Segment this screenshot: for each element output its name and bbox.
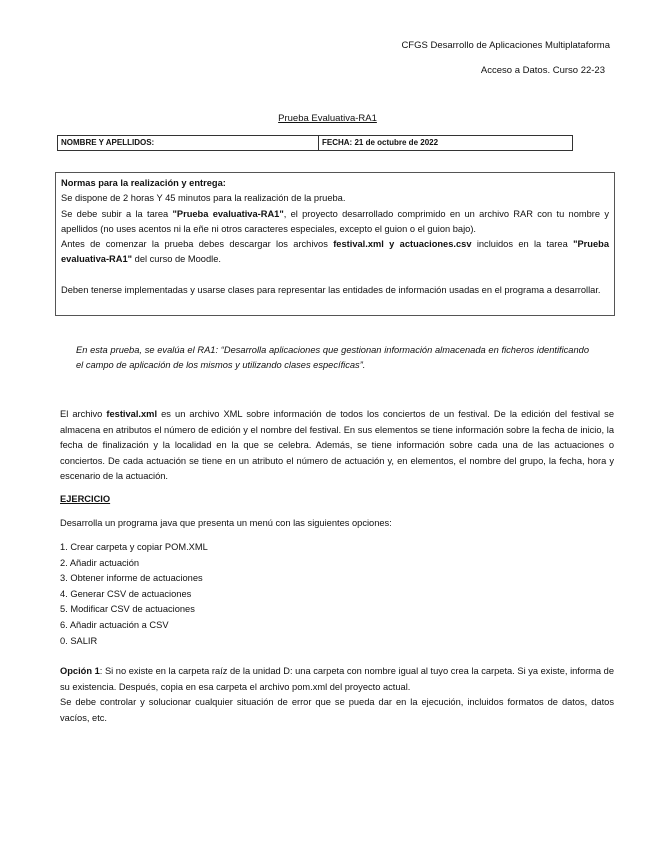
exercise-description: Desarrolla un programa java que presenta un menú con las siguientes opciones: [60,518,392,528]
option1-error-handling: Se debe controlar y solucionar cualquier situación de error que se pueda dar en la ejecución, incluidos formatos de datos, datos vacíos, etc. [60,697,614,723]
list-item: 5. Modificar CSV de actuaciones [60,604,195,615]
menu-options-list [60,540,614,649]
date-field-label: FECHA: 21 de octubre de 2022 [322,138,439,147]
rules-box [55,172,615,316]
rules-line-download: Antes de comenzar la prueba debes descargar los archivos festival.xml y actuaciones.csv incluidos en la tarea "Prueba evaluativa-RA1" del curso de Moodle. [61,239,609,265]
name-field-label: NOMBRE Y APELLIDOS: [58,136,319,150]
list-item: 0. SALIR [60,635,98,646]
rules-heading: Normas para la realización y entrega: [61,178,226,188]
exercise-heading: EJERCICIO [60,494,111,504]
list-item: 4. Generar CSV de actuaciones [60,588,192,599]
list-item: 1. Crear carpeta y copiar POM.XML [60,542,208,552]
festival-xml-filename: festival.xml [106,409,158,419]
header-subject: Acceso a Datos. Curso 22-23 [480,65,605,76]
option1-label: Opción 1 [60,666,100,676]
rules-line-upload: Se debe subir a la tarea "Prueba evaluativa-RA1", el proyecto desarrollado comprimido en un archivo RAR con tu nombre y apellidos (no uses acentos ni la eñe ni otros caracteres especiales, excepto el guion o el guion bajo). [61,208,609,234]
rules-line-classes: Deben tenerse implementadas y usarse clases para representar las entidades de información usadas en el programa a desarrollar. [61,284,601,295]
document-title: Prueba Evaluativa-RA1 [278,113,377,124]
list-item: 3. Obtener informe de actuaciones [60,573,203,584]
option1-section: Opción 1: Si no existe en la carpeta raíz de la unidad D: una carpeta con nombre igual al tuyo crea la carpeta. Si ya existe, informa de su existencia. Después, copia en esa carpeta el archivo pom.xml del proyecto actual. Se debe controlar y solucionar cualquier situación de error que se pueda dar en la ejecución, incluidos formatos de datos, datos vacíos, etc. [60,664,614,726]
ra1-statement: En esta prueba, se evalúa el RA1: “Desarrolla aplicaciones que gestionan información almacenada en ficheros identificando el campo de aplicación de los mismos y utilizando clases específicas”. [76,345,589,370]
header-course: CFGS Desarrollo de Aplicaciones Multiplataforma [401,40,610,51]
list-item: 6. Añadir actuación a CSV [60,619,169,630]
rules-line-time: Se dispone de 2 horas Y 45 minutos para la realización de la prueba. [61,193,346,204]
festival-intro: El archivo festival.xml es un archivo XML sobre información de todos los conciertos de un festival. De la edición del festival se almacena en atributos el número de edición y el nombre del festival. En sus elementos se tiene información sobre la fecha de inicio, la fecha de finalización y la localidad en la que se celebra. Además, se tiene información sobre cada una de las actuaciones o conciertos. De cada actuación se tiene en un atributo el número de actuación y, en elementos, el nombre del grupo, la fecha, hora y escenario de la actuación. [60,409,614,481]
list-item: 2. Añadir actuación [60,557,140,568]
student-id-table [57,135,573,151]
